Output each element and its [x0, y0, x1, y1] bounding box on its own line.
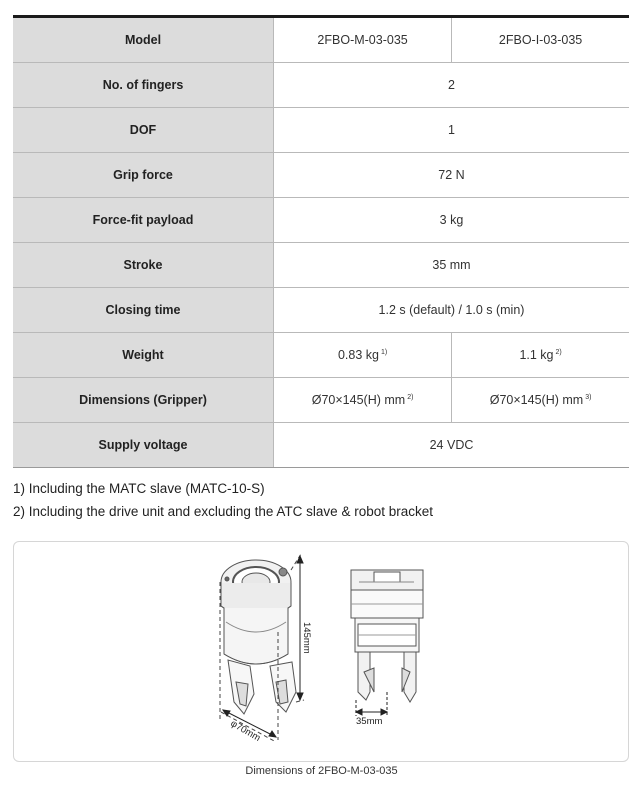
closing-time-value: 1.2 s (default) / 1.0 s (min) — [274, 288, 630, 333]
dimensions-m-value: Ø70×145(H) mm — [311, 393, 406, 407]
footnote-1: 1) Including the MATC slave (MATC-10-S) — [13, 481, 265, 496]
voltage-value: 24 VDC — [274, 423, 630, 468]
row-label-dimensions: Dimensions (Gripper) — [13, 378, 274, 423]
weight-i-cell — [452, 333, 629, 378]
row-label-closing-time: Closing time — [13, 288, 274, 333]
gripper-front-view — [351, 570, 423, 702]
table-row — [13, 198, 629, 243]
weight-m-footnote: 1) — [380, 349, 388, 356]
dimensions-i-footnote: 3) — [585, 394, 592, 401]
spec-table — [13, 15, 629, 468]
gripper-drawing — [14, 542, 628, 761]
dof-value: 1 — [274, 108, 630, 153]
table-row — [13, 423, 629, 468]
dimensions-m-cell — [274, 378, 452, 423]
row-label-fingers: No. of fingers — [13, 63, 274, 108]
table-row — [13, 378, 629, 423]
weight-i-value: 1.1 kg — [519, 348, 554, 362]
model-i-value: 2FBO-I-03-035 — [452, 17, 629, 63]
dimensions-i-value: Ø70×145(H) mm — [489, 393, 584, 407]
row-label-grip-force: Grip force — [13, 153, 274, 198]
figure-caption: Dimensions of 2FBO-M-03-035 — [245, 765, 398, 777]
row-label-weight: Weight — [13, 333, 274, 378]
stroke-arrow — [356, 692, 387, 716]
table-row — [13, 243, 629, 288]
row-label-dof: DOF — [13, 108, 274, 153]
height-dimension-label: 145mm — [301, 622, 312, 654]
grip-force-value: 72 N — [274, 153, 630, 198]
row-label-voltage: Supply voltage — [13, 423, 274, 468]
table-row — [13, 108, 629, 153]
row-label-payload: Force-fit payload — [13, 198, 274, 243]
stroke-dimension-label: 35mm — [356, 716, 383, 727]
table-row — [13, 63, 629, 108]
gripper-iso-view — [221, 560, 296, 714]
row-label-model: Model — [13, 17, 274, 63]
weight-m-cell — [274, 333, 452, 378]
model-m-value: 2FBO-M-03-035 — [274, 17, 452, 63]
footnote-2: 2) Including the drive unit and excluding the ATC slave & robot bracket — [13, 503, 433, 519]
dimensions-i-cell — [452, 378, 629, 423]
payload-value: 3 kg — [274, 198, 630, 243]
fingers-value: 2 — [274, 63, 630, 108]
table-row — [13, 333, 629, 378]
dimensions-m-footnote: 2) — [407, 394, 414, 401]
diameter-dimension-label: φ70mm — [228, 718, 263, 744]
stroke-value: 35 mm — [274, 243, 630, 288]
table-row — [13, 17, 629, 63]
weight-m-value: 0.83 kg — [337, 348, 379, 362]
dimension-figure — [13, 541, 629, 762]
table-row — [13, 288, 629, 333]
table-row — [13, 153, 629, 198]
row-label-stroke: Stroke — [13, 243, 274, 288]
footnotes — [13, 478, 433, 523]
weight-i-footnote: 2) — [555, 349, 562, 356]
